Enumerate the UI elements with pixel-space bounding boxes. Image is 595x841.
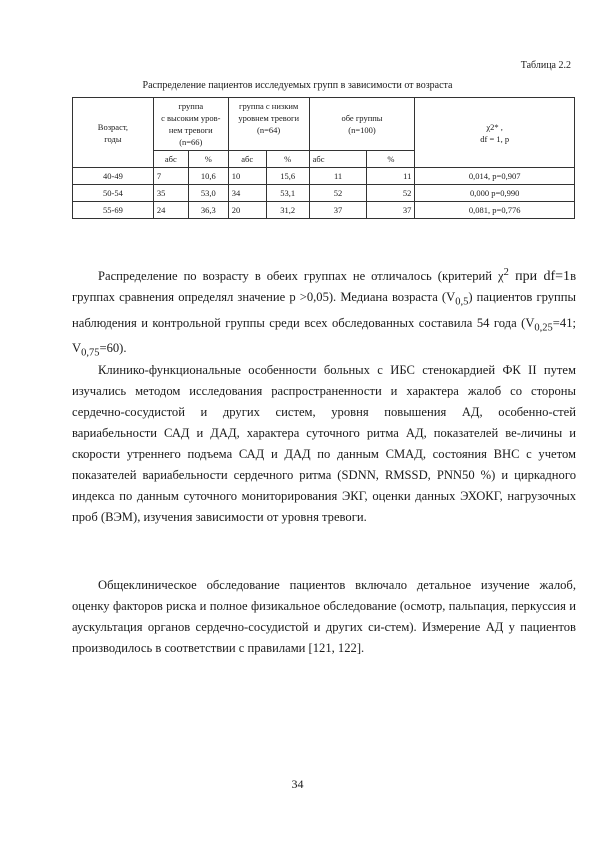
header-line: (n=100) [348,125,376,135]
subheader-abs: абс [228,151,266,168]
cell-pct: 31,2 [266,202,309,219]
header-line: (n=64) [257,125,281,135]
superscript: 2 [503,267,509,278]
header-line: с высоким уров- [161,113,221,123]
header-line: группа [178,101,204,111]
cell-abs: 37 [309,202,367,219]
cell-abs: 20 [228,202,266,219]
header-line: обе группы [341,113,383,123]
header-line: уровнем тревоги [238,113,299,123]
cell-age: 40-49 [73,168,154,185]
subscript: 0,75 [81,347,100,359]
text-run: Распределение по возрасту в обеих группах не отличалось (критерий χ [98,269,504,284]
table-number: Таблица 2.2 [520,60,571,71]
age-distribution-table [72,97,575,219]
cell-age: 55-69 [73,202,154,219]
cell-pct: 52 [367,185,415,202]
table-row [73,185,575,202]
text-run: при df=1 [508,269,571,285]
cell-pct: 53,0 [188,185,228,202]
header-group-high [153,98,228,151]
cell-pct: 36,3 [188,202,228,219]
table-row [73,168,575,185]
cell-pct: 37 [367,202,415,219]
header-chi-square [415,98,575,168]
header-line: df = 1, p [480,133,510,144]
subheader-pct: % [188,151,228,168]
cell-abs: 7 [153,168,188,185]
cell-abs: 10 [228,168,266,185]
header-age-line: Возраст, [97,121,129,132]
text-run: ) пациентов группы наблюдения и контрольной группы среди всех обследованных составила 54 года (V [72,290,576,330]
subheader-abs: абс [309,151,367,168]
header-line: нем тревоги [168,125,213,135]
cell-pct: 53,1 [266,185,309,202]
text-run: в группах сравнения определял значение р >0,05). Медиана возраста (V [72,269,577,305]
text-run: =41; V [72,315,576,356]
cell-pct: 15,6 [266,168,309,185]
cell-abs: 35 [153,185,188,202]
subheader-pct: % [367,151,415,168]
table-header-row [73,98,575,151]
header-age-line: годы [104,133,122,144]
page-number: 34 [291,777,304,791]
cell-abs: 11 [309,168,367,185]
subheader-abs: абс [153,151,188,168]
subscript: 0,25 [534,322,553,334]
subscript: 0,5 [455,296,469,308]
cell-age: 50-54 [73,185,154,202]
paragraph-general-exam [72,575,576,659]
paragraph-text [72,262,576,364]
header-line: χ2* , [486,121,503,132]
cell-pct: 11 [367,168,415,185]
header-line: группа с низким [239,101,299,111]
table-caption: Распределение пациентов исследуемых групп в зависимости от возраста [142,80,453,91]
header-both-groups [309,98,415,151]
cell-chi: 0,081, p=0,776 [415,202,575,219]
table-row [73,202,575,219]
paragraph-text: Клинико-функциональные особенности больных с ИБС стенокардией ФК II путем изучались методом исследования распространенности и характера жалоб со стороны сердечно-сосудистой и других систем, уровня повышения АД, особенно-стей вариабельности САД и ДАД, характера суточного ритма АД, показателей ве-личины и скорости утреннего подъема САД и ДАД по данным СМАД, состояния ВНС с учетом показателей вариабельности сердечного ритма (SDNN, RMSSD, PNN50 %) и циркадного индекса по данным суточного мониторирования ЭКГ, оценки данных ЭХОКГ, нагрузочных проб (ВЭМ), изучения зависимости от уровня тревоги. [72,363,576,524]
paragraph-age-distribution [72,262,576,364]
text-run: =60). [99,341,127,356]
header-age [73,98,154,168]
paragraph-text: Общеклиническое обследование пациентов включало детальное изучение жалоб, оценку факторов риска и полное физикальное обследование (осмотр, пальпация, перкуссия и аускультация органов сердечно-сосудистой и других си-стем). Измерение АД у пациентов производилось в соответствии с правилами [121, 122]. [72,578,576,655]
cell-abs: 24 [153,202,188,219]
cell-chi: 0,014, p=0,907 [415,168,575,185]
paragraph-clinical-features [72,360,576,528]
subheader-pct: % [266,151,309,168]
header-group-low [228,98,309,151]
cell-abs: 52 [309,185,367,202]
header-line: (n=66) [179,137,203,147]
cell-abs: 34 [228,185,266,202]
cell-pct: 10,6 [188,168,228,185]
cell-chi: 0,000 p=0,990 [415,185,575,202]
